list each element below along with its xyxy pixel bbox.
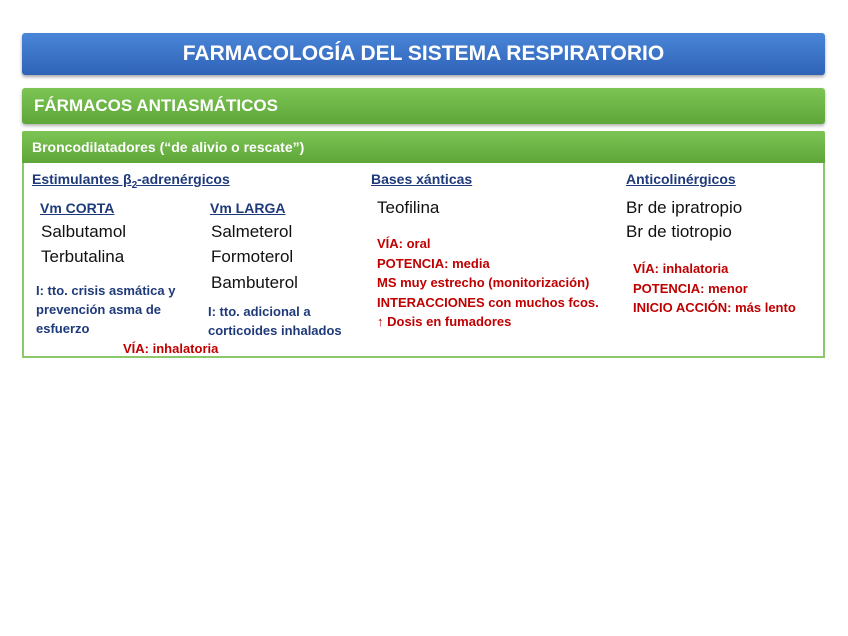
anticholinergics-notes	[633, 259, 796, 318]
drug-formoterol: Formoterol	[211, 247, 294, 266]
beta2-heading-prefix: Estimulantes β	[32, 171, 132, 187]
note-line: INICIO ACCIÓN: más lento	[633, 300, 796, 315]
note-line: ↑ Dosis en fumadores	[377, 314, 512, 329]
anticholinergics-heading: Anticolinérgicos	[626, 171, 736, 187]
drug-ipratropio: Br de ipratropio	[626, 198, 743, 217]
drug-salmeterol: Salmeterol	[211, 222, 293, 241]
note-line: POTENCIA: media	[377, 255, 490, 271]
section-heading: FÁRMACOS ANTIASMÁTICOS	[22, 88, 825, 124]
beta2-heading-subscript: 2	[131, 179, 138, 191]
short-acting-indication	[36, 281, 175, 338]
long-acting-indication	[208, 302, 342, 340]
drug-terbutalina: Terbutalina	[41, 247, 125, 266]
note-line: MS muy estrecho (monitorización)	[377, 275, 590, 290]
subsection-heading: Broncodilatadores (“de alivio o rescate”)	[22, 131, 825, 163]
indication-line: corticoides inhalados	[208, 323, 342, 338]
slide-title: FARMACOLOGÍA DEL SISTEMA RESPIRATORIO	[22, 33, 825, 75]
note-line: VÍA: inhalatoria	[633, 261, 729, 276]
drug-bambuterol: Bambuterol	[211, 273, 298, 292]
xanthines-notes	[377, 234, 599, 332]
indication-line: prevención asma de	[36, 302, 161, 317]
xanthines-heading: Bases xánticas	[371, 171, 473, 187]
long-acting-heading: Vm LARGA	[210, 200, 286, 216]
note-line: POTENCIA: menor	[633, 280, 748, 296]
note-line: INTERACCIONES con muchos fcos.	[377, 294, 599, 310]
short-acting-heading: Vm CORTA	[40, 200, 115, 216]
indication-line: esfuerzo	[36, 321, 90, 336]
beta2-route: VÍA: inhalatoria	[123, 341, 219, 356]
drug-teofilina: Teofilina	[377, 198, 440, 217]
note-line: VÍA: oral	[377, 236, 431, 251]
beta2-heading	[32, 171, 230, 191]
indication-line: I: tto. crisis asmática y	[36, 283, 176, 298]
drug-tiotropio: Br de tiotropio	[626, 222, 732, 241]
drug-salbutamol: Salbutamol	[41, 222, 127, 241]
beta2-heading-suffix: -adrenérgicos	[137, 171, 230, 187]
indication-line: I: tto. adicional a	[208, 304, 311, 319]
